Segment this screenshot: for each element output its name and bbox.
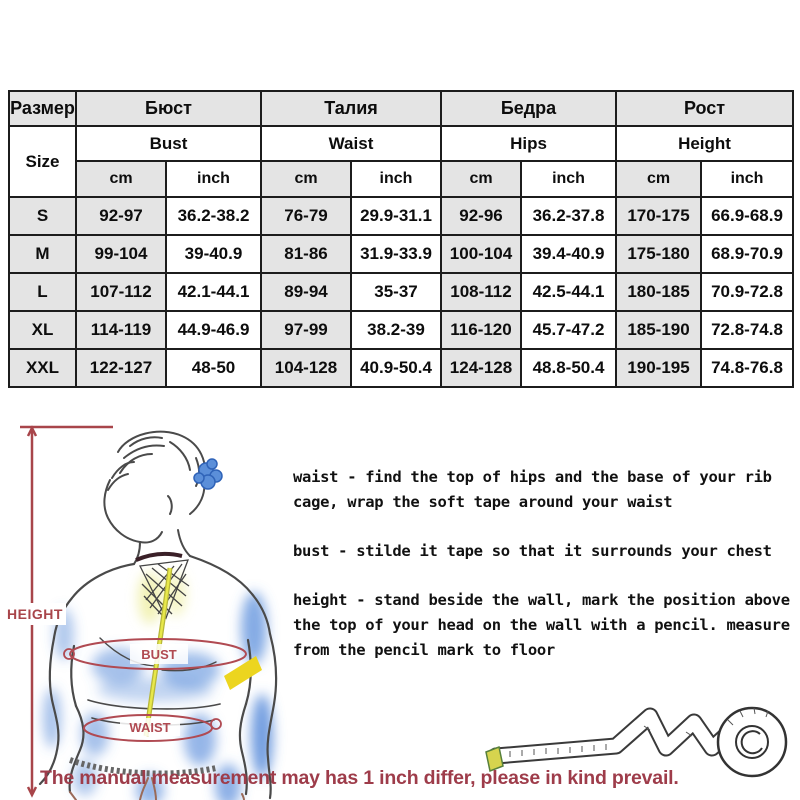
cell-waist_inch: 31.9-33.9: [351, 235, 441, 273]
cell-bust_cm: 107-112: [76, 273, 166, 311]
size-table-body: [9, 197, 793, 387]
unit-cm: cm: [441, 161, 521, 197]
cell-hips_inch: 48.8-50.4: [521, 349, 616, 387]
cell-height_cm: 180-185: [616, 273, 701, 311]
cell-hips_inch: 45.7-47.2: [521, 311, 616, 349]
unit-cm: cm: [616, 161, 701, 197]
cell-waist_inch: 35-37: [351, 273, 441, 311]
cell-bust_inch: 44.9-46.9: [166, 311, 261, 349]
height-label: HEIGHT: [4, 603, 66, 625]
header-bust-ru: Бюст: [76, 91, 261, 126]
cell-waist_inch: 29.9-31.1: [351, 197, 441, 235]
bust-instruction: bust - stilde it tape so that it surrounds your chest: [293, 542, 772, 560]
cell-waist_inch: 40.9-50.4: [351, 349, 441, 387]
header-hips-en: Hips: [441, 126, 616, 161]
cell-height_inch: 74.8-76.8: [701, 349, 793, 387]
unit-inch: inch: [521, 161, 616, 197]
table-row: [9, 311, 793, 349]
table-row: [9, 349, 793, 387]
cell-bust_inch: 42.1-44.1: [166, 273, 261, 311]
unit-cm: cm: [261, 161, 351, 197]
cell-bust_cm: 114-119: [76, 311, 166, 349]
unit-cm: cm: [76, 161, 166, 197]
header-waist-ru: Талия: [261, 91, 441, 126]
header-size-ru: Размер: [9, 91, 76, 126]
cell-waist_cm: 89-94: [261, 273, 351, 311]
cell-hips_inch: 39.4-40.9: [521, 235, 616, 273]
cell-size: L: [9, 273, 76, 311]
cell-bust_cm: 122-127: [76, 349, 166, 387]
cell-size: M: [9, 235, 76, 273]
cell-hips_cm: 108-112: [441, 273, 521, 311]
cell-bust_inch: 48-50: [166, 349, 261, 387]
head-line-art: [104, 432, 205, 564]
cell-height_inch: 70.9-72.8: [701, 273, 793, 311]
header-row-russian: [9, 91, 793, 126]
cell-hips_cm: 116-120: [441, 311, 521, 349]
table-row: [9, 235, 793, 273]
header-height-ru: Рост: [616, 91, 793, 126]
header-waist-en: Waist: [261, 126, 441, 161]
tape-roll: [718, 708, 786, 776]
header-size-en: Size: [9, 126, 76, 197]
size-chart-table: [8, 90, 794, 388]
cell-hips_inch: 42.5-44.1: [521, 273, 616, 311]
waist-label: WAIST: [129, 720, 171, 735]
cell-height_cm: 175-180: [616, 235, 701, 273]
height-instruction: height - stand beside the wall, mark the position above the top of your head on the wall with a pencil. measure from the pencil mark to floor: [293, 591, 790, 659]
unit-inch: inch: [351, 161, 441, 197]
cell-height_cm: 170-175: [616, 197, 701, 235]
cell-size: XL: [9, 311, 76, 349]
table-row: [9, 197, 793, 235]
cell-waist_cm: 76-79: [261, 197, 351, 235]
cell-size: S: [9, 197, 76, 235]
choker-line: [136, 554, 182, 560]
unit-inch: inch: [701, 161, 793, 197]
header-height-en: Height: [616, 126, 793, 161]
cell-height_cm: 190-195: [616, 349, 701, 387]
cell-waist_cm: 104-128: [261, 349, 351, 387]
header-row-units: [9, 161, 793, 197]
cell-hips_inch: 36.2-37.8: [521, 197, 616, 235]
bust-label: BUST: [141, 647, 177, 662]
cell-bust_inch: 36.2-38.2: [166, 197, 261, 235]
armband: [224, 656, 262, 690]
cell-waist_cm: 97-99: [261, 311, 351, 349]
tape-ribbon: [496, 716, 734, 757]
cell-hips_cm: 92-96: [441, 197, 521, 235]
cell-hips_cm: 124-128: [441, 349, 521, 387]
cell-bust_cm: 99-104: [76, 235, 166, 273]
header-bust-en: Bust: [76, 126, 261, 161]
unit-inch: inch: [166, 161, 261, 197]
cell-waist_inch: 38.2-39: [351, 311, 441, 349]
table-row: [9, 273, 793, 311]
measurement-disclaimer: The manual measurement may has 1 inch differ, please in kind prevail.: [40, 767, 679, 789]
cell-height_inch: 68.9-70.9: [701, 235, 793, 273]
header-row-english: [9, 126, 793, 161]
cell-waist_cm: 81-86: [261, 235, 351, 273]
cell-bust_inch: 39-40.9: [166, 235, 261, 273]
cell-size: XXL: [9, 349, 76, 387]
header-hips-ru: Бедра: [441, 91, 616, 126]
cell-height_inch: 72.8-74.8: [701, 311, 793, 349]
waist-instruction: waist - find the top of hips and the base of your rib cage, wrap the soft tape around your waist: [293, 468, 772, 511]
cell-bust_cm: 92-97: [76, 197, 166, 235]
cell-height_cm: 185-190: [616, 311, 701, 349]
cell-hips_cm: 100-104: [441, 235, 521, 273]
cell-height_inch: 66.9-68.9: [701, 197, 793, 235]
